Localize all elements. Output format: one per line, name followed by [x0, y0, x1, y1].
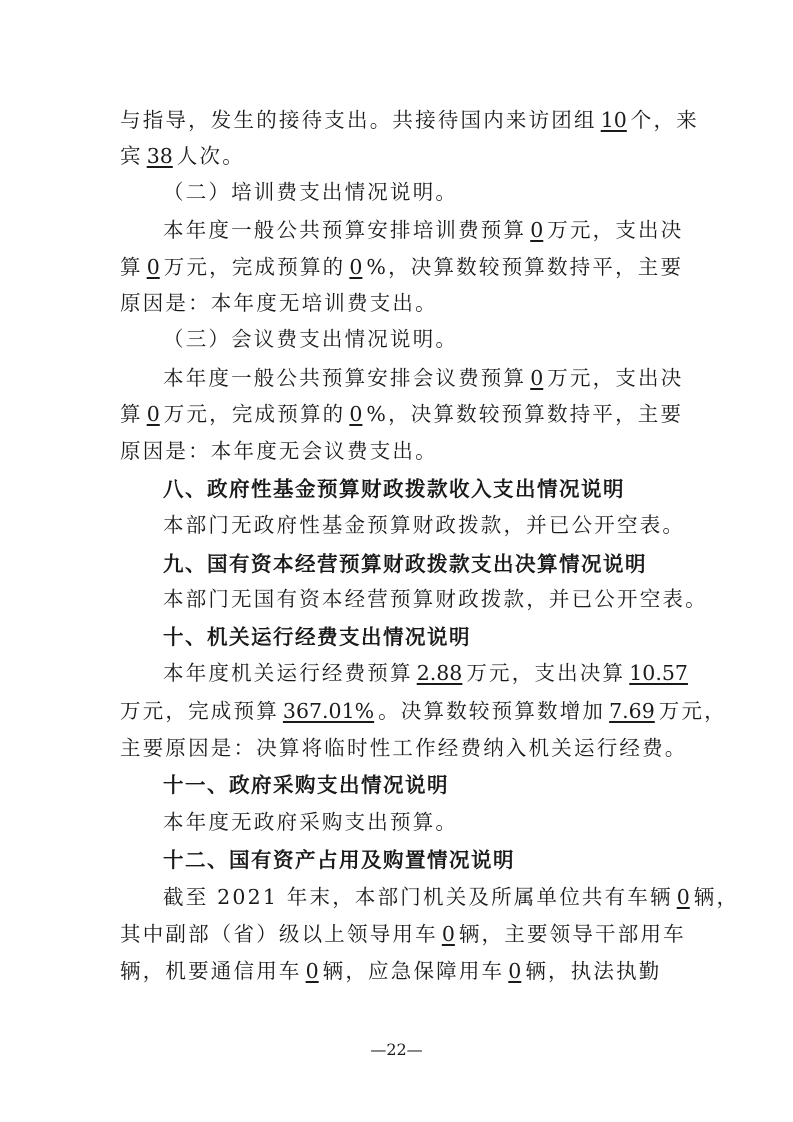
- paragraph-line: 算 0 万元，完成预算的 0 %，决算数较预算数持平，主要: [120, 255, 684, 279]
- value-underlined: 0: [349, 402, 363, 426]
- value-underlined: 0: [441, 922, 455, 946]
- value-underlined: 367.01%: [282, 699, 375, 723]
- value-underlined: 7.69: [609, 699, 655, 723]
- value-underlined: 2.88: [416, 661, 463, 685]
- paragraph-line: 本部门无国有资本经营预算财政拨款，并已公开空表。: [163, 587, 708, 611]
- paragraph-line: 算 0 万元，完成预算的 0 %，决算数较预算数持平，主要: [120, 402, 684, 426]
- section-heading: 十一、政府采购支出情况说明: [163, 773, 449, 797]
- subheading: （三）会议费支出情况说明。: [163, 327, 459, 351]
- paragraph-line: 宾 38 人次。: [120, 144, 245, 168]
- section-heading: 十二、国有资产占用及购置情况说明: [163, 848, 515, 872]
- value-underlined: 0: [530, 218, 544, 242]
- paragraph-line: 原因是：本年度无培训费支出。: [120, 291, 438, 315]
- value-underlined: 10.57: [629, 661, 688, 685]
- paragraph-line: 截至 2021 年末，本部门机关及所属单位共有车辆 0 辆，: [163, 885, 740, 909]
- paragraph-line: 本年度机关运行经费预算 2.88 万元，支出决算 10.57: [163, 656, 680, 690]
- value-underlined: 0: [305, 959, 319, 983]
- page-number: —22—: [370, 1040, 423, 1059]
- paragraph-line: 辆，机要通信用车 0 辆，应急保障用车 0 辆，执法执勤: [120, 959, 662, 983]
- paragraph-line: 主要原因是：决算将临时性工作经费纳入机关运行经费。: [120, 736, 688, 760]
- value-underlined: 0: [146, 255, 160, 279]
- section-heading: 九、国有资本经营预算财政拨款支出决算情况说明: [163, 552, 647, 576]
- value-underlined: 0: [530, 366, 544, 390]
- section-heading: 十、机关运行经费支出情况说明: [163, 625, 471, 649]
- section-heading: 八、政府性基金预算财政拨款收入支出情况说明: [163, 477, 625, 501]
- paragraph-line: 万元，完成预算 367.01% 。决算数较预算数增加 7.69 万元，: [120, 699, 727, 723]
- paragraph-line: 本年度一般公共预算安排培训费预算 0 万元，支出决: [163, 218, 684, 242]
- paragraph-line: 本年度无政府采购支出预算。: [163, 810, 459, 834]
- value-underlined: 0: [146, 402, 160, 426]
- paragraph-line: 其中副部（省）级以上领导用车 0 辆，主要领导干部用车: [120, 922, 686, 946]
- paragraph-line: 与指导，发生的接待支出。共接待国内来访团组 10 个，来: [120, 108, 699, 132]
- subheading: （二）培训费支出情况说明。: [163, 180, 459, 204]
- value-underlined: 38: [146, 144, 173, 168]
- paragraph-line: 本年度一般公共预算安排会议费预算 0 万元，支出决: [163, 366, 684, 390]
- paragraph-line: 本部门无政府性基金预算财政拨款，并已公开空表。: [163, 513, 686, 537]
- paragraph-line: 原因是：本年度无会议费支出。: [120, 439, 438, 463]
- value-underlined: 0: [508, 959, 522, 983]
- value-underlined: 10: [600, 108, 627, 132]
- value-underlined: 0: [349, 255, 363, 279]
- value-underlined: 0: [676, 885, 690, 909]
